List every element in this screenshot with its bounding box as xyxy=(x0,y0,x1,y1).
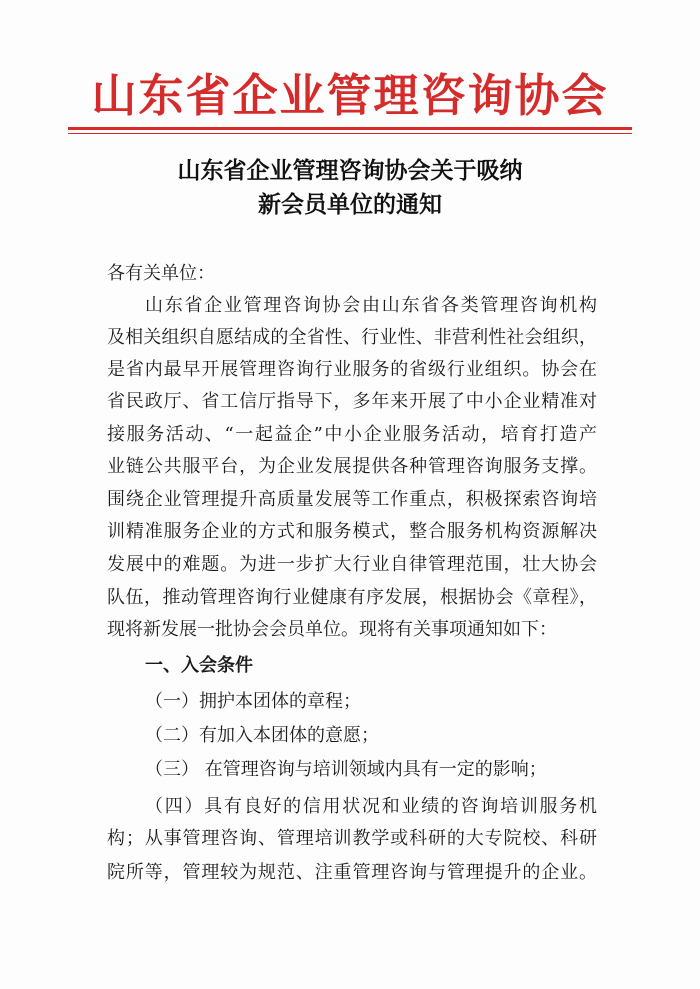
intro-line: 业链公共服平台，为企业发展提供各种管理咨询服务支撑。 xyxy=(107,456,597,477)
intro-line: 是省内最早开展管理咨询行业服务的省级行业组织。协会在 xyxy=(107,359,597,380)
condition-item: （一）拥护本团体的章程； xyxy=(145,691,361,712)
section-heading-membership-conditions: 一、入会条件 xyxy=(145,655,253,676)
document-title-line-1: 山东省企业管理咨询协会关于吸纳 xyxy=(177,158,523,184)
condition-item-continuation: 院所等，管理较为规范、注重管理咨询与管理提升的企业。 xyxy=(107,862,597,883)
intro-line: 训精准服务企业的方式和服务模式，整合服务机构资源解决 xyxy=(107,521,597,542)
intro-line: 省民政厅、省工信厅指导下，多年来开展了中小企业精准对 xyxy=(107,391,597,412)
intro-line: 及相关组织自愿结成的全省性、行业性、非营利性社会组织， xyxy=(107,327,597,348)
condition-item: （四）具有良好的信用状况和业绩的咨询培训服务机 xyxy=(145,796,597,817)
intro-line: 围绕企业管理提升高质量发展等工作重点，积极探索咨询培 xyxy=(107,489,597,510)
condition-item: （三） 在管理咨询与培训领域内具有一定的影响； xyxy=(145,759,547,780)
intro-line: 接服务活动、“一起益企”中小企业服务活动，培育打造产 xyxy=(107,424,597,445)
document-title-line-2: 新会员单位的通知 xyxy=(258,192,442,218)
intro-line: 发展中的难题。为进一步扩大行业自律管理范围，壮大协会 xyxy=(107,554,597,575)
intro-line: 现将新发展一批协会会员单位。现将有关事项通知如下： xyxy=(107,619,557,640)
intro-line: 山东省企业管理咨询协会由山东省各类管理咨询机构 xyxy=(145,295,597,316)
salutation: 各有关单位： xyxy=(107,263,215,284)
condition-item: （二）有加入本团体的意愿； xyxy=(145,725,379,746)
condition-item-continuation: 构；从事管理咨询、管理培训教学或科研的大专院校、科研 xyxy=(107,828,597,849)
intro-line: 队伍，推动管理咨询行业健康有序发展，根据协会《章程》， xyxy=(107,587,597,608)
letterhead-org-name: 山东省企业管理咨询协会 xyxy=(91,69,609,122)
letterhead-rule-thick xyxy=(68,127,632,130)
letterhead-rule-thin xyxy=(68,133,632,134)
